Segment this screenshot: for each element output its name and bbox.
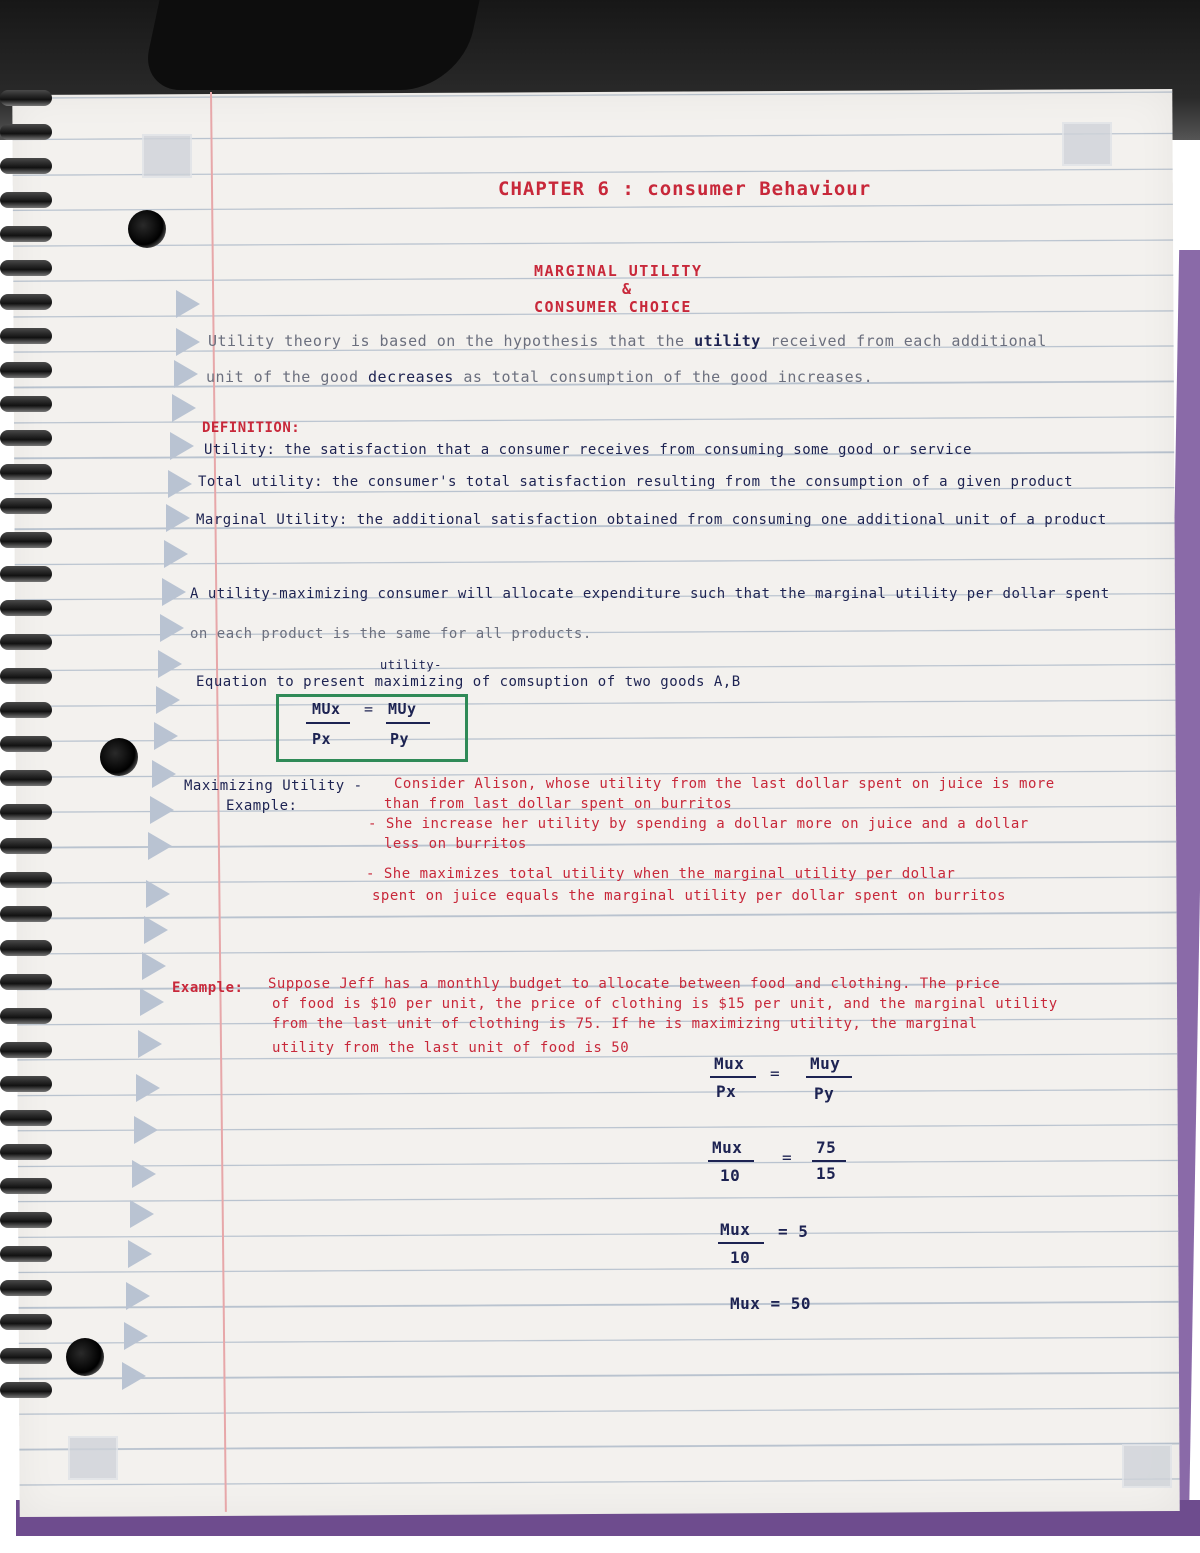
equation-mu-b: MUy (388, 700, 417, 718)
margin-triangle-icon (144, 916, 168, 944)
working-step2-equals: = (782, 1148, 793, 1167)
margin-triangle-icon (172, 394, 196, 422)
page-marker-icon (1062, 122, 1112, 166)
margin-triangle-icon (156, 686, 180, 714)
working-step3-den: 10 (730, 1248, 751, 1267)
fraction-bar (306, 722, 350, 724)
max-example-line: - She increase her utility by spending a dollar more on juice and a dollar (368, 816, 1029, 832)
margin-triangle-icon (146, 880, 170, 908)
working-step1-num-right: Muy (810, 1054, 841, 1073)
jeff-example-label: Example: (172, 980, 244, 996)
margin-triangle-icon (164, 540, 188, 568)
equation-label: Equation to present maximizing of comsuption of two goods A,B (196, 674, 741, 690)
margin-triangle-icon (162, 578, 186, 606)
fraction-bar (710, 1076, 756, 1078)
section-heading-line2: CONSUMER CHOICE (534, 298, 692, 316)
margin-triangle-icon (130, 1200, 154, 1228)
margin-triangle-icon (166, 504, 190, 532)
margin-triangle-icon (160, 614, 184, 642)
margin-triangle-icon (138, 1030, 162, 1058)
punch-hole (128, 210, 166, 248)
equation-p-b: Py (390, 730, 410, 748)
chapter-title: CHAPTER 6 : consumer Behaviour (498, 178, 872, 200)
fraction-bar (708, 1160, 754, 1162)
max-example-line: Consider Alison, whose utility from the last dollar spent on juice is more (394, 776, 1055, 792)
page-marker-icon (1122, 1444, 1172, 1488)
allocation-line2: on each product is the same for all products. (190, 626, 592, 642)
jeff-example-line: from the last unit of clothing is 75. If he is maximizing utility, the marginal (272, 1016, 978, 1032)
utility-keyword: utility (694, 332, 761, 350)
margin-triangle-icon (168, 470, 192, 498)
background-cloth (140, 0, 479, 90)
working-step3-num: Mux (720, 1220, 751, 1239)
margin-triangle-icon (128, 1240, 152, 1268)
definition-heading: DEFINITION: (202, 420, 301, 436)
margin-triangle-icon (154, 722, 178, 750)
fraction-bar (718, 1242, 764, 1244)
working-step2-den-right: 15 (816, 1164, 837, 1183)
margin-triangle-icon (176, 328, 200, 356)
margin-triangle-icon (174, 360, 198, 388)
margin-triangle-icon (158, 650, 182, 678)
hypothesis-text: Utility theory is based on the hypothesis that the (208, 332, 685, 350)
margin-triangle-icon (136, 1074, 160, 1102)
fraction-bar (386, 722, 430, 724)
punch-hole (66, 1338, 104, 1376)
page-marker-icon (142, 134, 192, 178)
margin-triangle-icon (142, 952, 166, 980)
working-step1-num-left: Mux (714, 1054, 745, 1073)
working-step2-den-left: 10 (720, 1166, 741, 1185)
working-step1-den-right: Py (814, 1084, 835, 1103)
hypothesis-text: as total consumption of the good increases. (463, 368, 874, 386)
margin-triangle-icon (140, 988, 164, 1016)
max-example-line: less on burritos (384, 836, 527, 852)
working-step4-answer: Mux = 50 (730, 1294, 812, 1313)
hypothesis-line2 (206, 368, 873, 386)
max-example-line: than from last dollar spent on burritos (384, 796, 733, 812)
decreases-keyword: decreases (368, 368, 454, 386)
punch-hole (100, 738, 138, 776)
working-step1-den-left: Px (716, 1082, 737, 1101)
equation-note: utility- (380, 658, 442, 672)
margin-triangle-icon (132, 1160, 156, 1188)
section-heading-line1: MARGINAL UTILITY (534, 262, 703, 280)
fraction-bar (812, 1160, 846, 1162)
equation-p-a: Px (312, 730, 332, 748)
margin-triangle-icon (150, 796, 174, 824)
definition-utility: Utility: the satisfaction that a consumer receives from consuming some good or service (204, 442, 972, 458)
max-utility-label: Maximizing Utility - (184, 778, 363, 794)
margin-triangle-icon (148, 832, 172, 860)
jeff-example-line: of food is $10 per unit, the price of clothing is $15 per unit, and the marginal utility (272, 996, 1058, 1012)
margin-triangle-icon (126, 1282, 150, 1310)
max-example-line: - She maximizes total utility when the marginal utility per dollar (366, 866, 956, 882)
definition-marginal-utility: Marginal Utility: the additional satisfaction obtained from consuming one additional unit of a product (196, 512, 1107, 528)
jeff-example-line: utility from the last unit of food is 50 (272, 1040, 630, 1056)
hypothesis-line1 (208, 332, 1047, 350)
equation-mu-a: MUx (312, 700, 341, 718)
working-step2-num-right: 75 (816, 1138, 837, 1157)
margin-triangle-icon (134, 1116, 158, 1144)
hypothesis-text: received from each additional (770, 332, 1047, 350)
section-heading-ampersand: & (622, 280, 633, 298)
max-example-line: spent on juice equals the marginal utility per dollar spent on burritos (372, 888, 1006, 904)
working-step1-equals: = (770, 1064, 781, 1083)
margin-triangle-icon (170, 432, 194, 460)
definition-total-utility: Total utility: the consumer's total satisfaction resulting from the consumption of a given product (198, 474, 1074, 490)
working-step2-num-left: Mux (712, 1138, 743, 1157)
spiral-binding (0, 80, 60, 1440)
fraction-bar (806, 1076, 852, 1078)
margin-triangle-icon (152, 760, 176, 788)
working-step3-result: = 5 (778, 1222, 809, 1241)
allocation-line1: A utility-maximizing consumer will allocate expenditure such that the marginal utility per dollar spent (190, 586, 1110, 602)
max-example-label: Example: (226, 798, 298, 814)
hypothesis-text: unit of the good (206, 368, 359, 386)
margin-triangle-icon (124, 1322, 148, 1350)
margin-triangle-icon (176, 290, 200, 318)
page-marker-icon (68, 1436, 118, 1480)
equation-equals: = (364, 700, 374, 718)
margin-triangle-icon (122, 1362, 146, 1390)
jeff-example-line: Suppose Jeff has a monthly budget to allocate between food and clothing. The price (268, 976, 1001, 992)
